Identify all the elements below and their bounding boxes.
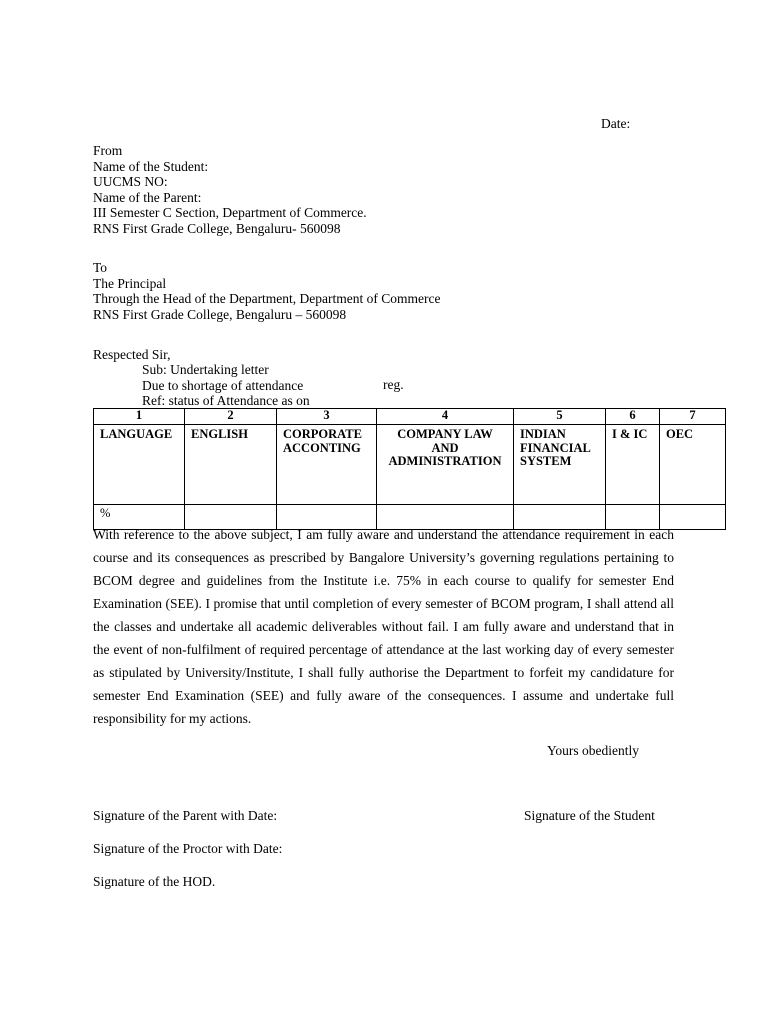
to-heading: To xyxy=(93,260,108,275)
hod-signature-label: Signature of the HOD. xyxy=(93,874,216,889)
closing: Yours obediently xyxy=(547,743,640,758)
col-number-4: 4 xyxy=(377,409,514,425)
semester-line: III Semester C Section, Department of Commerce. xyxy=(93,205,367,220)
parent-name-line: Name of the Parent: xyxy=(93,189,202,205)
principal-line: The Principal xyxy=(93,275,167,291)
from-college-line: RNS First Grade College, Bengaluru- 560098 xyxy=(93,220,341,236)
ref-line: Ref: status of Attendance as on xyxy=(142,393,310,408)
table-number-row xyxy=(94,409,726,425)
to-block xyxy=(93,260,441,322)
col-number-7: 7 xyxy=(660,409,726,425)
table-header-row xyxy=(94,425,726,505)
reg-label: reg. xyxy=(383,377,404,392)
subject-block xyxy=(142,362,310,409)
shortage-line: Due to shortage of attendance xyxy=(142,377,304,393)
subject-line: Sub: Undertaking letter xyxy=(142,362,269,377)
col-header-corporate-accounting: CORPORATE ACCONTING xyxy=(277,425,377,505)
col-number-3: 3 xyxy=(277,409,377,425)
student-name-line: Name of the Student: xyxy=(93,158,209,174)
col-number-6: 6 xyxy=(606,409,660,425)
col-header-oec: OEC xyxy=(660,425,726,505)
from-heading: From xyxy=(93,143,123,158)
date-label: Date: xyxy=(601,116,631,131)
col-header-company-law: COMPANY LAW AND ADMINISTRATION xyxy=(377,425,514,505)
col-number-1: 1 xyxy=(94,409,185,425)
col-number-5: 5 xyxy=(514,409,606,425)
col-header-indian-financial-system: INDIAN FINANCIAL SYSTEM xyxy=(514,425,606,505)
undertaking-paragraph: With reference to the above subject, I am fully aware and understand the attendance requirement in each course and its consequences as prescribed by Bangalore University’s governing regulations pertaining to BCOM degree and guidelines from the Institute i.e. 75% in each course to qualify for semester End Examination (SEE). I promise that until completion of every semester of BCOM program, I shall attend all the classes and undertake all academic deliverables without fail. I am fully aware and understand that in the event of non-fulfilment of required percentage of attendance at the last working day of every semester as stipulated by University/Institute, I shall fully authorise the Department to forfeit my candidature for semester End Examination (SEE) and fully aware of the consequences. I assume and undertake full responsibility for my actions. xyxy=(93,527,674,726)
attendance-table xyxy=(93,408,726,530)
uucms-line: UUCMS NO: xyxy=(93,174,168,189)
from-block xyxy=(93,143,367,236)
student-signature-label: Signature of the Student xyxy=(524,808,655,823)
through-hod-line: Through the Head of the Department, Department of Commerce xyxy=(93,291,441,306)
percent-label: % xyxy=(94,505,185,530)
salutation-text: Respected Sir, xyxy=(93,347,171,362)
col-header-english: ENGLISH xyxy=(185,425,277,505)
to-college-line: RNS First Grade College, Bengaluru – 560098 xyxy=(93,306,347,322)
col-number-2: 2 xyxy=(185,409,277,425)
col-header-i-and-ic: I & IC xyxy=(606,425,660,505)
col-header-language: LANGUAGE xyxy=(94,425,185,505)
proctor-signature-label: Signature of the Proctor with Date: xyxy=(93,841,283,856)
parent-signature-label: Signature of the Parent with Date: xyxy=(93,808,278,823)
salutation xyxy=(93,347,170,363)
